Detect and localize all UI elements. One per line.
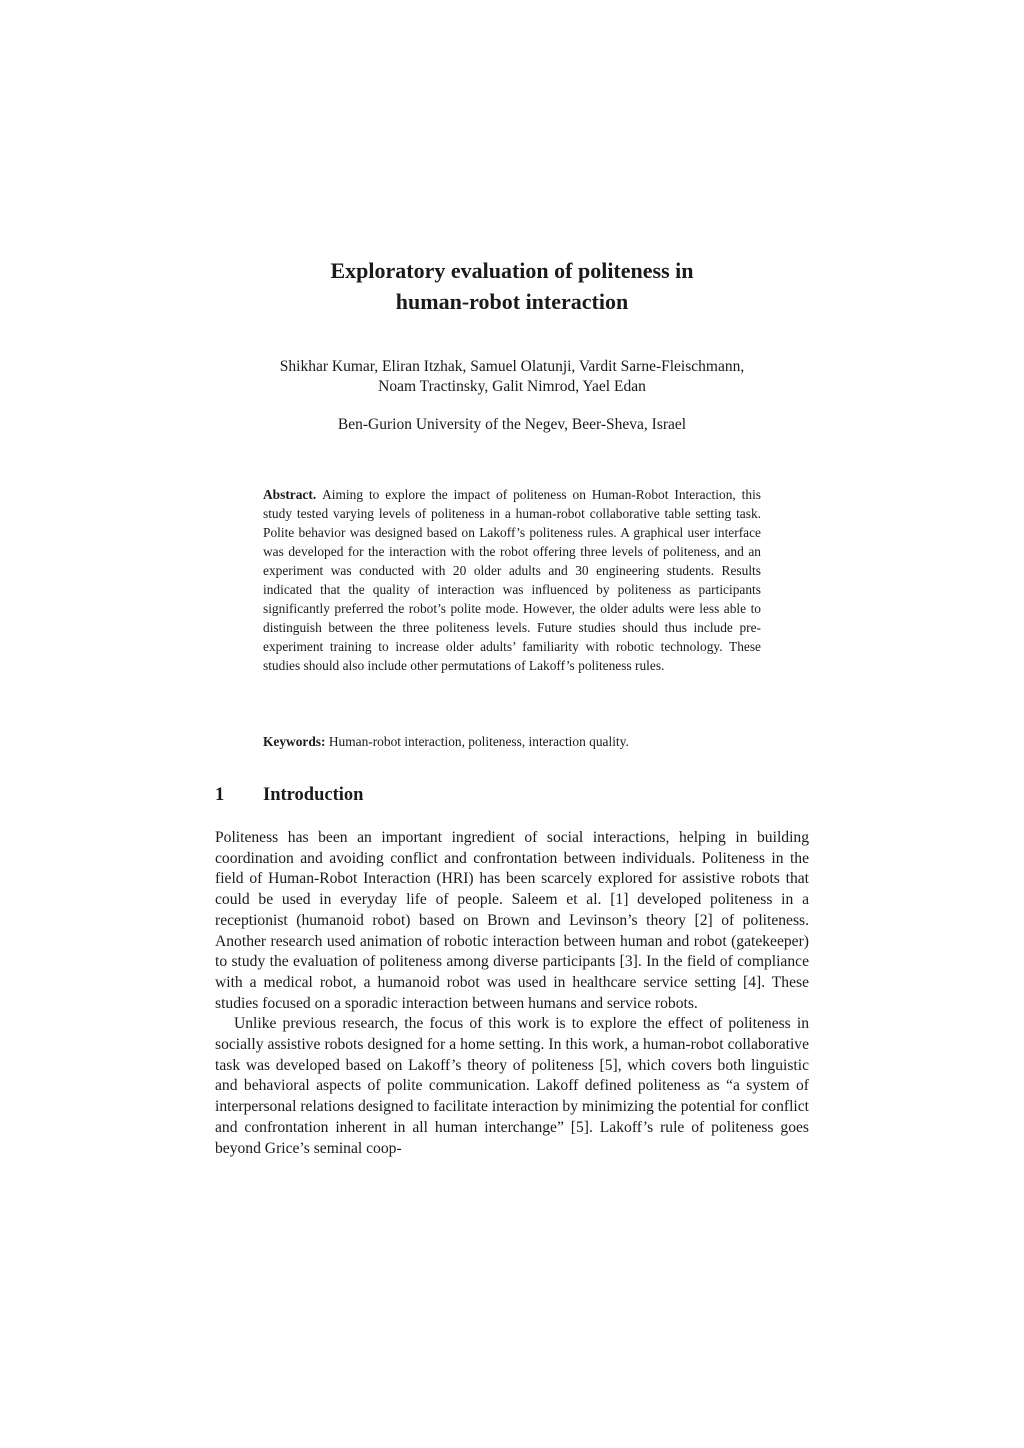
author-line: Shikhar Kumar, Eliran Itzhak, Samuel Olatunji, Vardit Sarne-Fleischmann, [279, 358, 745, 375]
section-number: 1 [215, 785, 225, 805]
abstract-label: Abstract. [263, 487, 323, 502]
author-list [0, 357, 1024, 397]
affiliation: Ben-Gurion University of the Negev, Beer-Sheva, Israel [337, 416, 687, 433]
keywords-label: Keywords: [263, 734, 329, 749]
section-title: Introduction [263, 785, 364, 805]
paper-title [0, 255, 1024, 317]
paragraph: Unlike previous research, the focus of this work is to explore the effect of politeness in socially assistive robots designed for a home setting. In this work, a human-robot collaborative task was developed based on Lakoff’s theory of politeness [5], which covers both linguistic and behavioral aspects of polite communication. Lakoff defined politeness as “a system of interpersonal relations designed to facilitate interaction by minimizing the potential for conflict and confrontation inherent in all human interchange” [5]. Lakoff’s rule of politeness goes beyond Grice’s seminal coop- [215, 1015, 809, 1157]
body-text [215, 828, 809, 1159]
paragraph: Politeness has been an important ingredient of social interactions, helping in building coordination and avoiding conflict and confrontation between individuals. Politeness in the field of Human-Robot Interaction (HRI) has been scarcely explored for assistive robots that could be used in everyday life of people. Saleem et al. [1] developed politeness in a receptionist (humanoid robot) based on Brown and Levinson’s theory [2] of politeness. Another research used animation of robotic interaction between human and robot (gatekeeper) to study the evaluation of politeness among diverse participants [3]. In the field of compliance with a medical robot, a humanoid robot was used in healthcare service setting [4]. These studies focused on a sporadic interaction between humans and service robots. [215, 829, 809, 1012]
author-line: Noam Tractinsky, Galit Nimrod, Yael Edan [378, 378, 646, 395]
section-heading [215, 783, 815, 807]
keywords-text: Human-robot interaction, politeness, interaction quality. [328, 734, 629, 749]
keywords [263, 732, 761, 751]
title-line: human-robot interaction [395, 289, 629, 314]
abstract [263, 485, 761, 675]
title-line: Exploratory evaluation of politeness in [330, 258, 694, 283]
abstract-text: Aiming to explore the impact of politeness on Human-Robot Interaction, this study tested varying levels of politeness in a human-robot collaborative table setting task. Polite behavior was designed based on Lakoff’s politeness rules. A graphical user interface was developed for the interaction with the robot offering three levels of politeness, and an experiment was conducted with 20 older adults and 30 engineering students. Results indicated that the quality of interaction was influenced by politeness as participants significantly preferred the robot’s polite mode. However, the older adults were less able to distinguish between the three politeness levels. Future studies should thus include pre-experiment training to increase older adults’ familiarity with robotic technology. These studies should also include other permutations of Lakoff’s politeness rules. [263, 487, 762, 673]
